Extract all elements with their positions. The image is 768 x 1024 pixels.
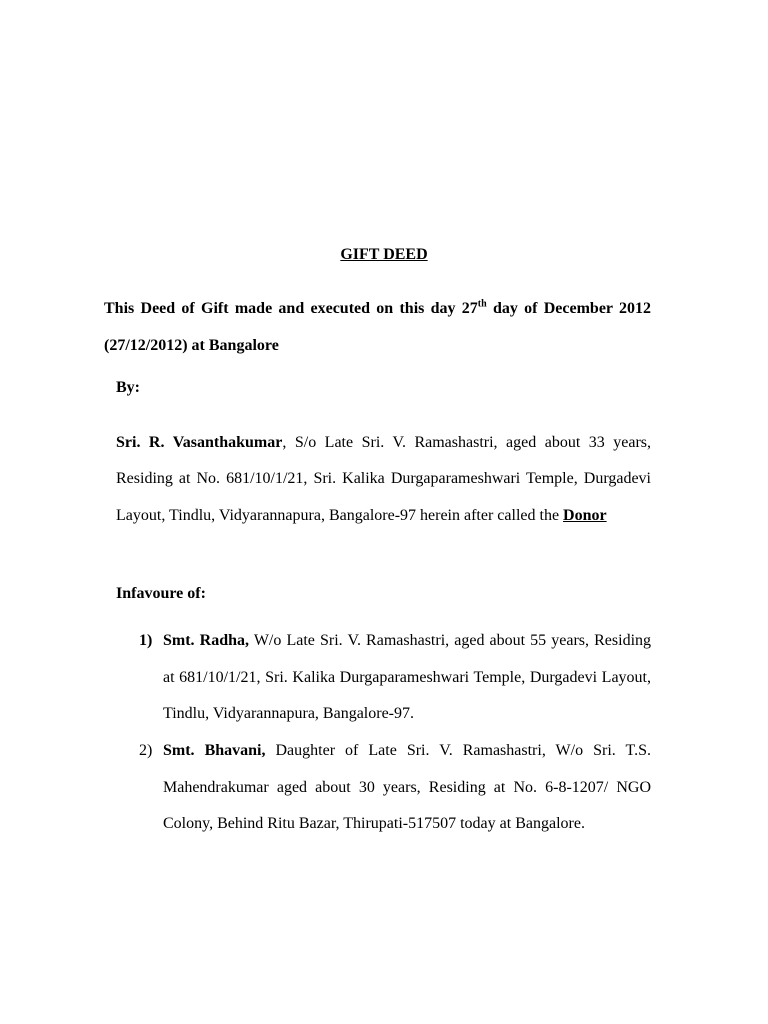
document-title: GIFT DEED — [340, 246, 428, 263]
intro-superscript: th — [477, 298, 487, 310]
donor-role: Donor — [563, 506, 607, 524]
intro-text-end: day of December 2012 (27/12/2012) at Bangalore — [104, 300, 651, 354]
infavour-label: Infavoure of: — [116, 585, 206, 602]
donee-1-paragraph — [163, 623, 651, 733]
donee-2-name: Smt. Bhavani, — [163, 742, 266, 759]
intro-text-start: This Deed of Gift made and executed on this day 27 — [104, 300, 478, 317]
by-label: By: — [116, 379, 140, 396]
donee-2-paragraph — [163, 733, 651, 843]
donor-details: , S/o Late Sri. V. Ramashastri, aged about 33 years, Residing at No. 681/10/1/21, Sri. Kalika Durgaparameshwari Temple, Durgadevi Layout, Tindlu, Vidyarannapura, Bangalore-97 herein after called the — [116, 434, 651, 524]
donee-1-number: 1) — [139, 632, 153, 649]
intro-paragraph — [104, 291, 651, 364]
donor-name: Sri. R. Vasanthakumar — [116, 434, 283, 451]
donee-1-name: Smt. Radha, — [163, 632, 250, 649]
donee-1-details: W/o Late Sri. V. Ramashastri, aged about 55 years, Residing at 681/10/1/21, Sri. Kalika Durgaparameshwari Temple, Durgadevi Layout, Tindlu, Vidyarannapura, Bangalore-97. — [163, 632, 652, 722]
donee-2-number: 2) — [139, 742, 153, 759]
donor-paragraph — [116, 425, 651, 534]
donee-2-details: Daughter of Late Sri. V. Ramashastri, W/o Sri. T.S. Mahendrakumar aged about 30 years, Residing at No. 6-8-1207/ NGO Colony, Behind Ritu Bazar, Thirupati-517507 today at Bangalore. — [163, 742, 651, 832]
